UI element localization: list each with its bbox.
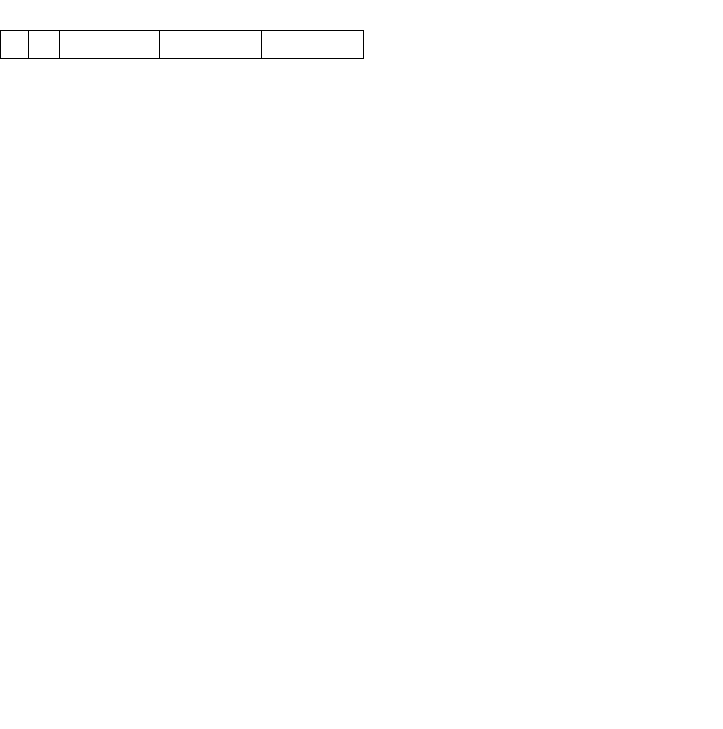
entries-header-row: [1, 31, 364, 59]
header-dam-sire: [262, 31, 364, 59]
header-waku: [1, 31, 29, 59]
header-sire: [160, 31, 262, 59]
entries-table: [0, 30, 364, 59]
header-name: [60, 31, 160, 59]
header-umaban: [29, 31, 60, 59]
